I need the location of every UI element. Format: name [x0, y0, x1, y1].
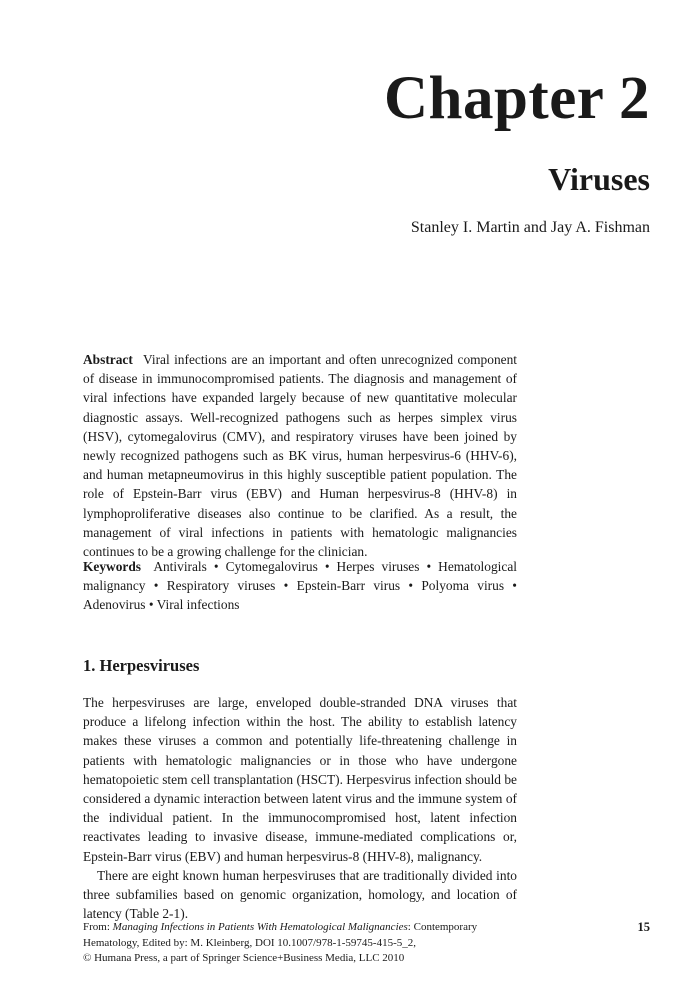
body-paragraph: The herpesviruses are large, enveloped double-stranded DNA viruses that produce a lifelong infection within the host. The ability to establish latency makes these viruses a common and potentially life-threatening challenge in patients with hematologic malignancies or in those who have undergone hematopoietic stem cell transplantation (HSCT). Herpesvirus infection should be considered a dynamic interaction between latent virus and the immune system of the individual patient. In the immunocompromised host, latent infection reactivates leading to invasive disease, immune-mediated complications or, Epstein-Barr virus (EBV) and human herpesvirus-8 (HHV-8), malignancy. — [83, 695, 517, 864]
paragraph-text: ). — [180, 906, 189, 922]
abstract-text: Viral infections are an important and often unrecognized component of disease in immunocompromised patients. The diagnosis and management of viral infections have expanded largely because of new quantitative molecular diagnostic assays. Well-recognized pathogens such as herpes simplex virus (HSV), cytomegalovirus (CMV), and respiratory viruses have been joined by newly recognized pathogens such as BK virus, human herpesvirus-6 (HHV-6), and human metapneumovirus in this highly susceptible patient population. The role of Epstein-Barr virus (EBV) and Human herpesvirus-8 (HHV-8) in lymphoproliferative diseases also continue to be clarified. As a result, the management of viral infections in patients with hematologic malignancies continues to be a growing challenge for the clinician. — [83, 352, 517, 560]
footnote-book-title: Managing Infections in Patients With Hematological Malignancies — [112, 921, 408, 933]
footnote-line: Hematology, Edited by: M. Kleinberg, DOI 10.1007/978-1-59745-415-5_2, — [83, 936, 417, 949]
chapter-title: Viruses — [548, 161, 650, 197]
table-reference-link[interactable]: 1 — [173, 906, 181, 922]
section-heading: 1. Herpesviruses — [83, 656, 200, 675]
footnote-line: © Humana Press, a part of Springer Science+Business Media, LLC 2010 — [83, 952, 405, 964]
footnote-from: From: — [83, 921, 113, 933]
page-number: 15 — [637, 920, 650, 934]
body-paragraph — [83, 866, 517, 924]
chapter-number: Chapter 2 — [383, 65, 650, 132]
section-body — [83, 693, 517, 923]
keywords-block — [83, 557, 517, 615]
keywords-text: Antivirals • Cytomegalovirus • Herpes viruses • Hematological malignancy • Respiratory viruses • Epstein-Barr virus • Polyoma virus • Adenovirus • Viral infections — [83, 559, 517, 613]
abstract-label: Abstract — [83, 352, 133, 367]
chapter-authors: Stanley I. Martin and Jay A. Fishman — [410, 219, 650, 236]
paragraph-text: There are eight known human herpesviruses that are traditionally divided into three subfamilies based on genomic organization, homology, and location of latency (Table 2- — [83, 867, 517, 922]
keywords-label: Keywords — [83, 559, 142, 574]
footnote-line — [83, 920, 543, 936]
abstract-block — [83, 350, 517, 561]
footnote-line1-rest: : Contemporary — [407, 921, 478, 933]
footnote — [83, 920, 543, 967]
